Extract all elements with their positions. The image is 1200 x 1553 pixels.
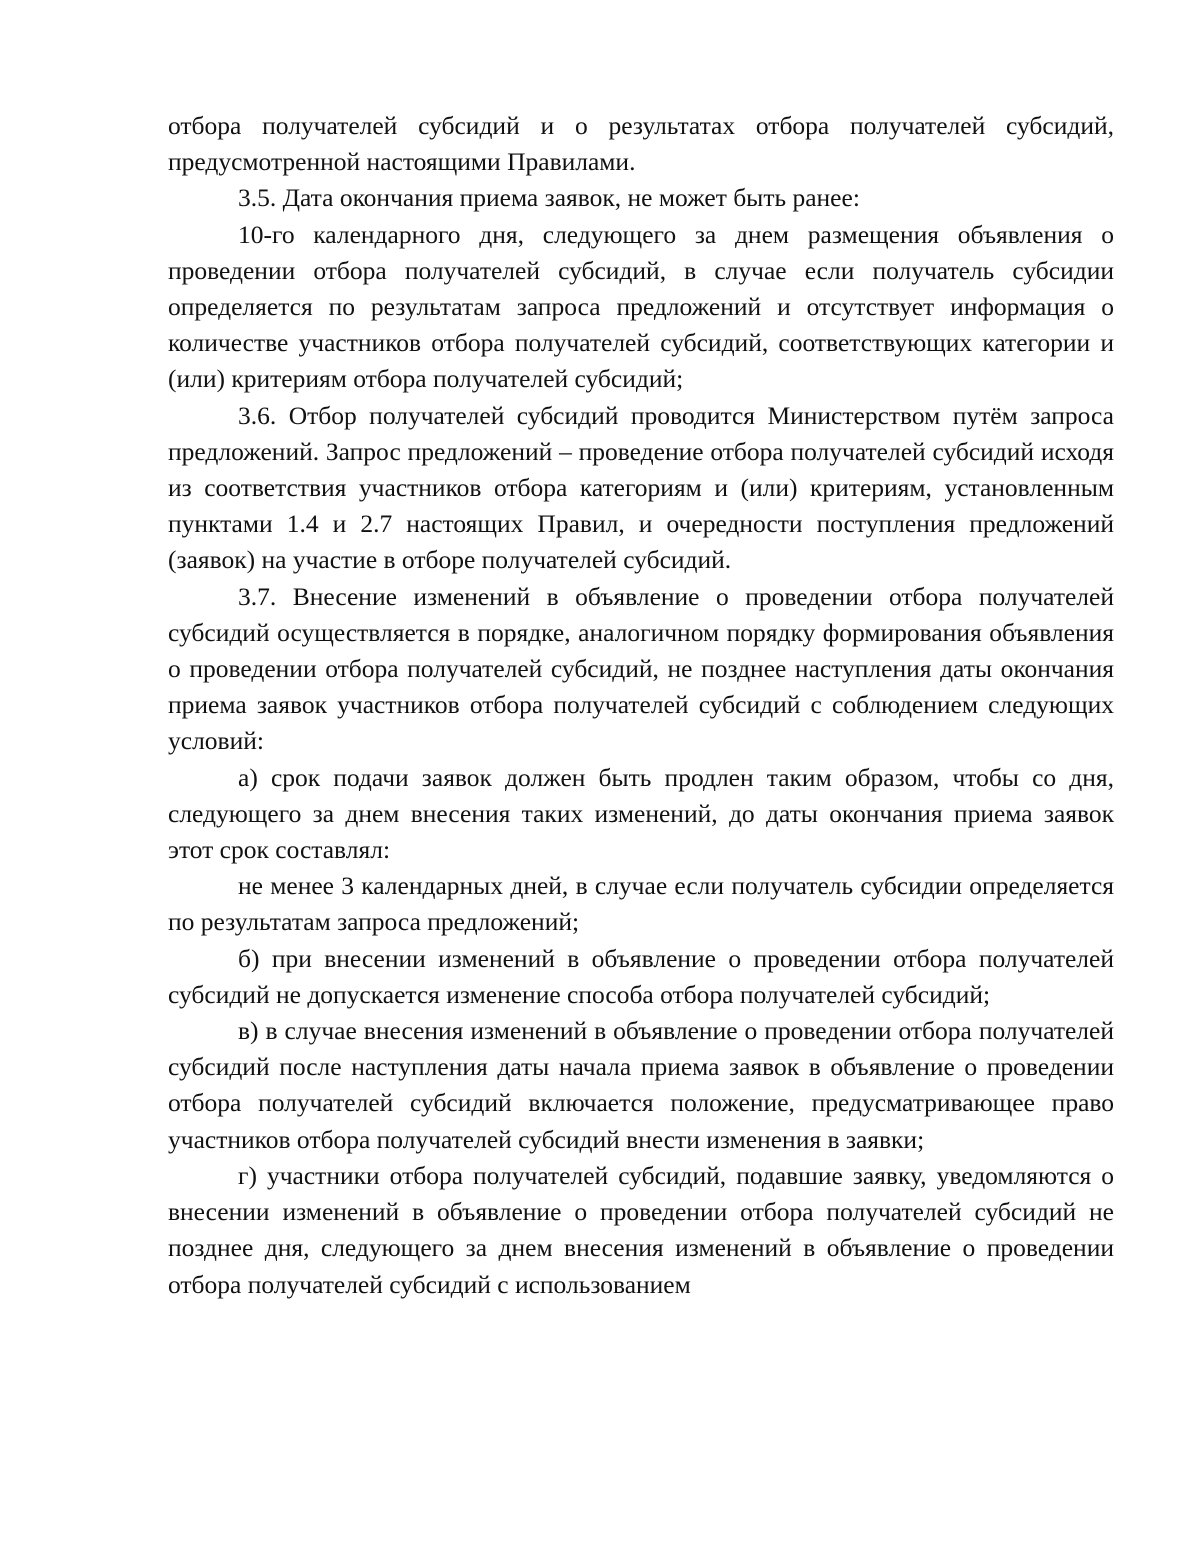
paragraph-item-a-term: не менее 3 календарных дней, в случае если получатель субсидии определяется по результатам запроса предложений; (168, 871, 1114, 937)
paragraph-continuation: отбора получателей субсидий и о результатах отбора получателей субсидий, предусмотренной настоящими Правилами. (168, 111, 1114, 177)
paragraph-item-b: б) при внесении изменений в объявление о проведении отбора получателей субсидий не допускается изменение способа отбора получателей субсидий; (168, 943, 1114, 1009)
paragraph-item-v: в) в случае внесения изменений в объявление о проведении отбора получателей субсидий после наступления даты начала приема заявок в объявление о проведении отбора получателей субсидий включается положение, предусматривающее право участников отбора получателей субсидий внести изменения в заявки; (168, 1016, 1114, 1154)
paragraph-3-6: 3.6. Отбор получателей субсидий проводится Министерством путём запроса предложений. Запрос предложений – проведение отбора получателей субсидий исходя из соответствия участников отбора категориям и (или) критериям, установленным пунктами 1.4 и 2.7 настоящих Правил, и очередности поступления предложений (заявок) на участие в отборе получателей субсидий. (168, 400, 1114, 575)
paragraph-3-5-condition: 10-го календарного дня, следующего за днем размещения объявления о проведении отбора получателей субсидий, в случае если получатель субсидии определяется по результатам запроса предложений и отсутствует информация о количестве участников отбора получателей субсидий, соответствующих категории и (или) критериям отбора получателей субсидий; (168, 219, 1114, 394)
paragraph-item-g: г) участники отбора получателей субсидий, подавшие заявку, уведомляются о внесении изменений в объявление о проведении отбора получателей субсидий не позднее дня, следующего за днем внесения изменений в объявление о проведении отбора получателей субсидий с использованием (168, 1160, 1114, 1299)
paragraph-3-5: 3.5. Дата окончания приема заявок, не может быть ранее: (238, 183, 860, 213)
paragraph-item-a: а) срок подачи заявок должен быть продлен таким образом, чтобы со дня, следующего за днем внесения таких изменений, до даты окончания приема заявок этот срок составлял: (168, 762, 1114, 865)
document-body (168, 108, 1114, 1303)
paragraph-3-7: 3.7. Внесение изменений в объявление о проведении отбора получателей субсидий осуществляется в порядке, аналогичном порядку формирования объявления о проведении отбора получателей субсидий, не позднее наступления даты окончания приема заявок участников отбора получателей субсидий с соблюдением следующих условий: (168, 581, 1114, 756)
